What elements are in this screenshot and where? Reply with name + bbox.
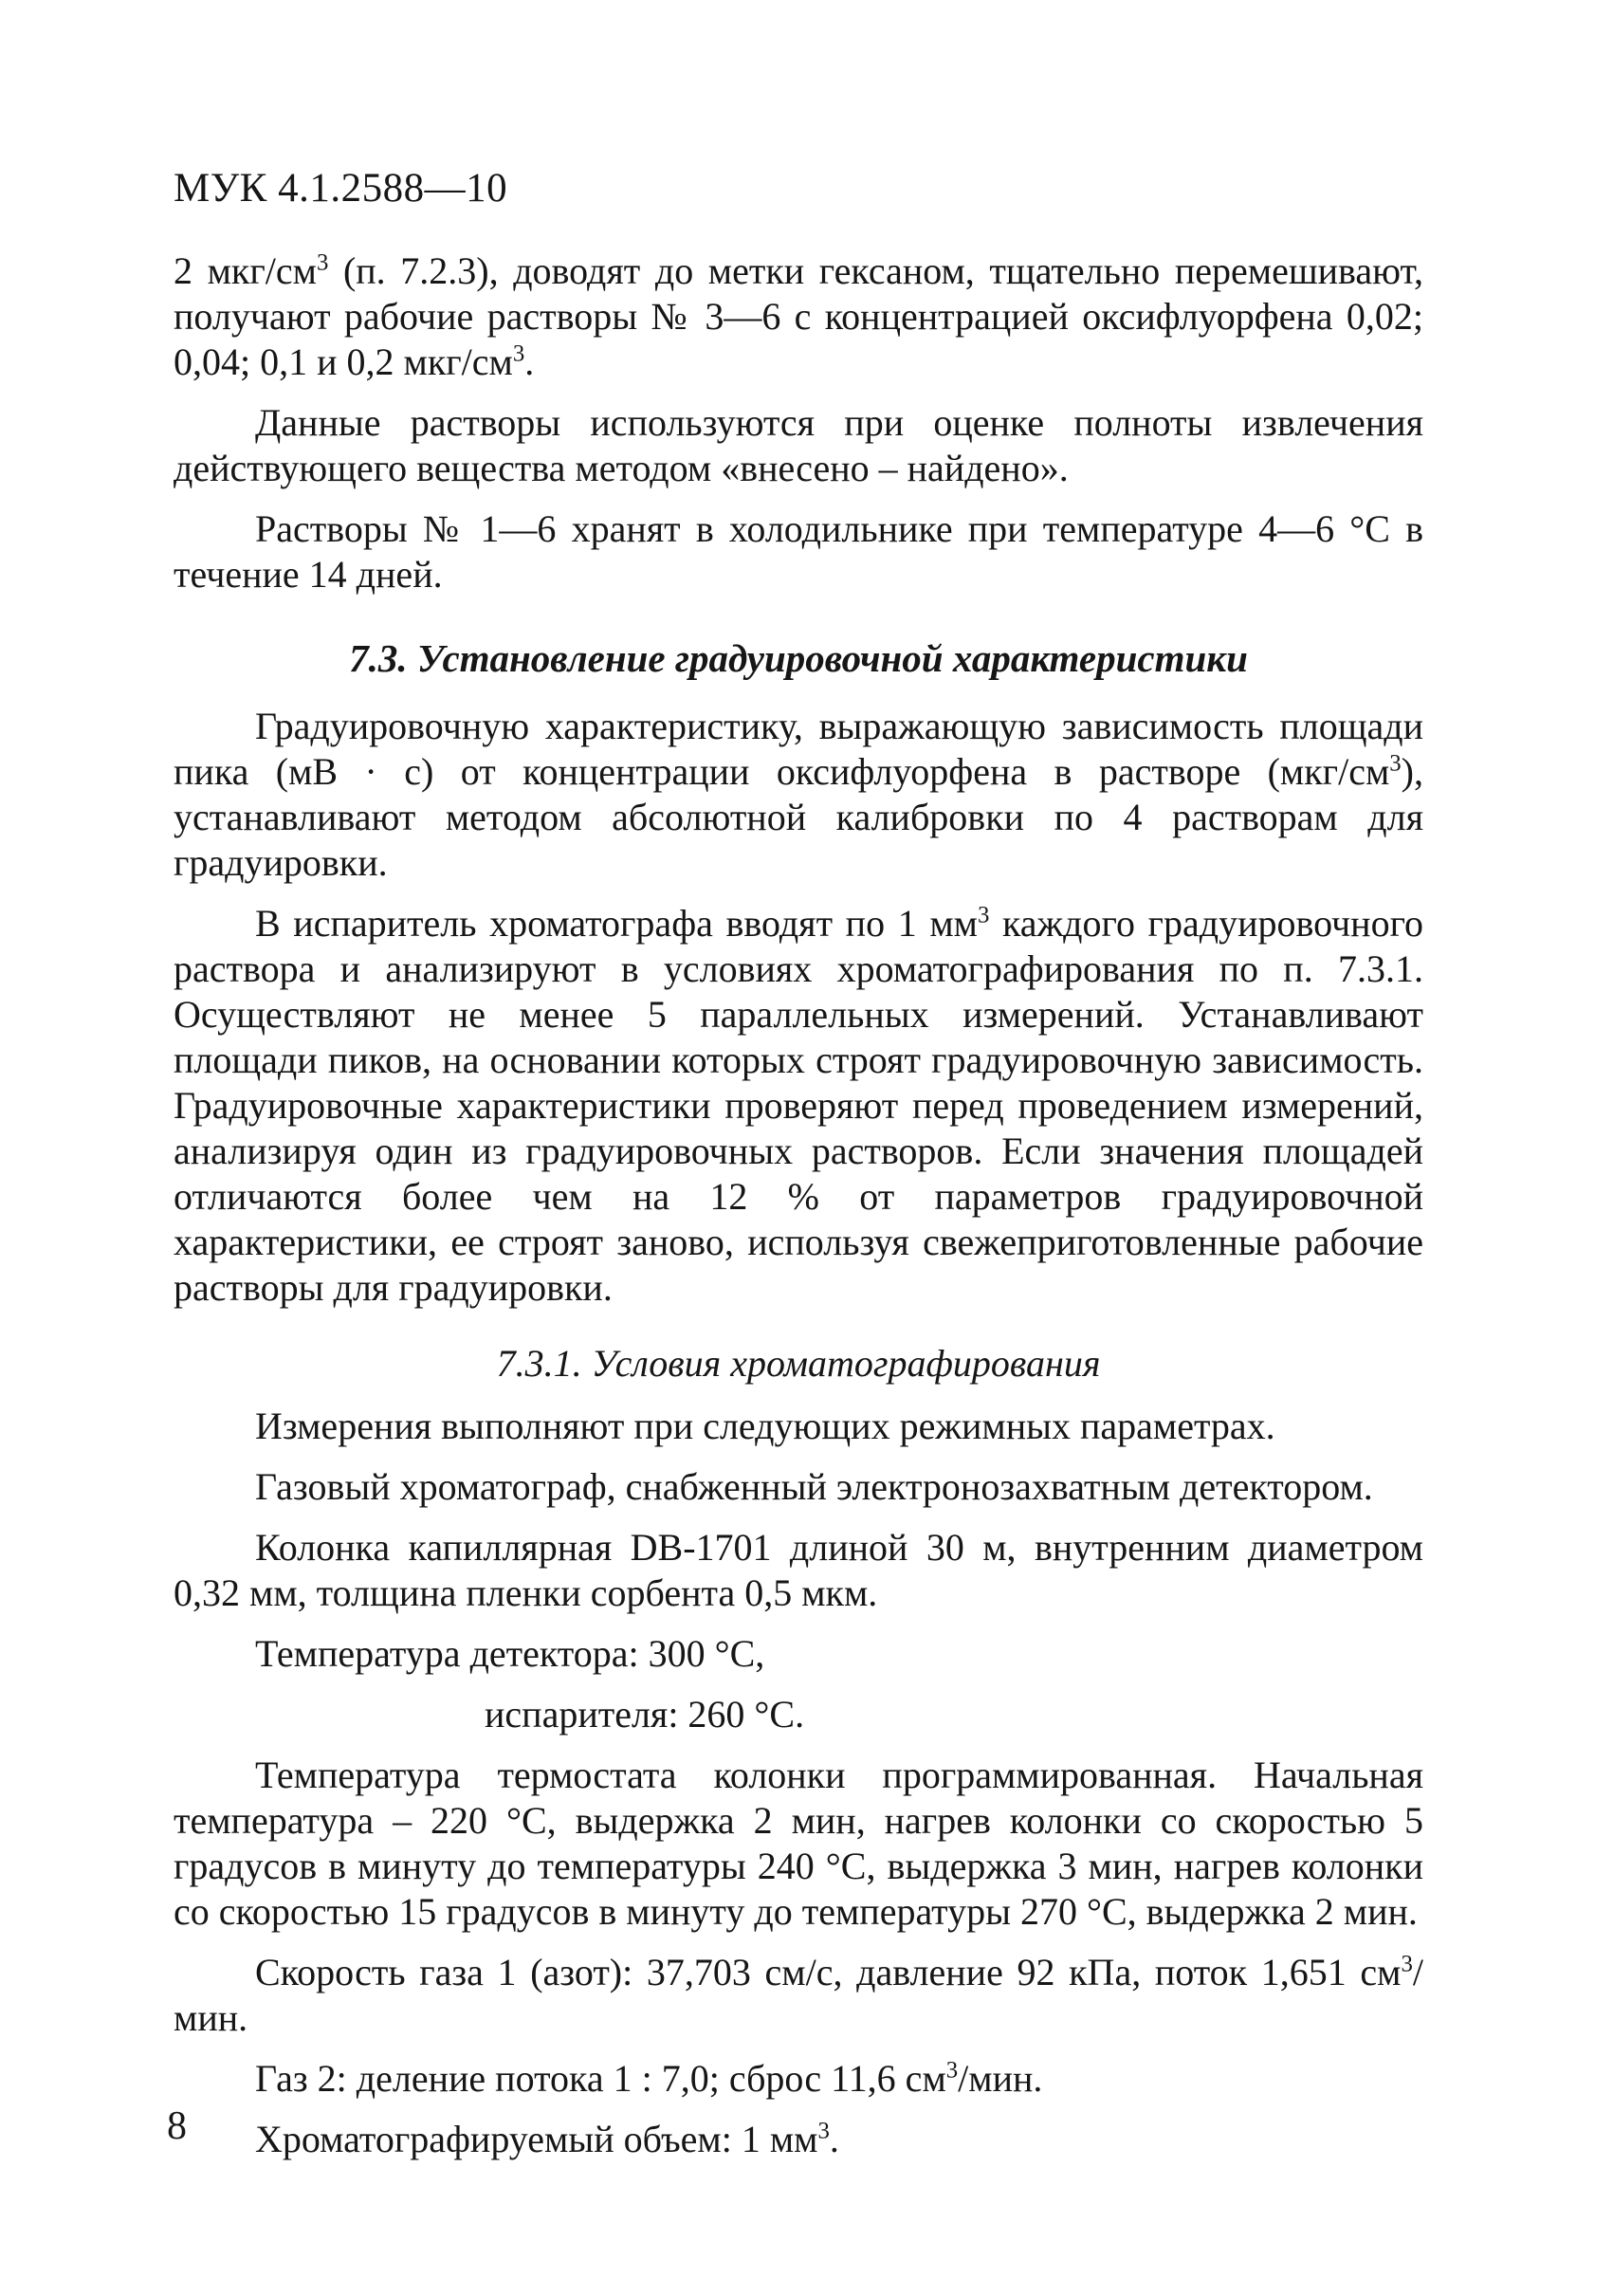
paragraph-calibration-characteristic: Градуировочную характеристику, выражающую зависимость площади пика (мВ · с) от концентрации оксифлуорфена в растворе $(мкг/см^3)$, устанавливают методом абсолютной калибровки по 4 растворам для градуировки. <box>174 705 1423 884</box>
superscript: 3 <box>817 2118 830 2144</box>
paragraph-solutions-storage: Растворы № 1—6 хранят в холодильнике при температуре 4—6 °С в течение 14 дней. <box>174 507 1423 596</box>
superscript: 3 <box>1401 1951 1413 1977</box>
paragraph-calibration-procedure: В испаритель хроматографа вводят по 1 $мм^3$ каждого градуировочного раствора и анализируют в условиях хроматографирования по п. 7.3.1. Осуществляют не менее 5 параллельных измерений. Устанавливают площади пиков, на основании которых строят градуировочную зависимость. Градуировочные характеристики проверяют перед проведением измерений, анализируя один из градуировочных растворов. Если значения площадей отличаются более чем на 12 % от параметров градуировочной характеристики, ее строят заново, используя свежеприготовленные рабочие растворы для градуировки. <box>174 902 1423 1309</box>
paragraph-evaporator-temperature: испарителя: 260 °С. <box>485 1693 805 1736</box>
paragraph-injection-volume: Хроматографируемый объем: 1 $мм^3$. <box>255 2118 839 2160</box>
document-code-header: МУК 4.1.2588—10 <box>174 166 508 211</box>
paragraph-column: Колонка капиллярная DB-1701 длиной 30 м, внутренним диаметром 0,32 мм, толщина пленки сорбента 0,5 мкм. <box>174 1526 1423 1614</box>
paragraph-chromatograph: Газовый хроматограф, снабженный электронозахватным детектором. <box>255 1465 1373 1508</box>
paragraph-detector-temperature: Температура детектора: 300 °С, <box>255 1632 765 1675</box>
paragraph-gas-2: Газ 2: деление потока 1 : 7,0; сброс 11,6 $см^3$/мин. <box>255 2057 1043 2100</box>
superscript: 3 <box>1389 750 1402 777</box>
superscript: 3 <box>316 249 329 276</box>
page-body <box>174 248 1423 2162</box>
paragraph-solutions-prep: 2 мкг/$см^3$ (п. 7.2.3), доводят до метки гексаном, тщательно перемешивают, получают рабочие растворы № 3—6 с концентрацией оксифлуорфена 0,02; 0,04; 0,1 и 0,2 мкг/$см^3$. <box>174 249 1423 383</box>
superscript: 3 <box>512 340 525 367</box>
subsection-heading-7-3-1: 7.3.1. Условия хроматографирования <box>496 1342 1101 1385</box>
paragraph-gas-1: Скорость газа 1 (азот): 37,703 см/с, давление 92 кПа, поток 1,651 $см^3$/мин. <box>174 1951 1423 2039</box>
paragraph-measurement-params: Измерения выполняют при следующих режимных параметрах. <box>255 1405 1275 1447</box>
paragraph-solutions-usage: Данные растворы используются при оценке полноты извлечения действующего вещества методом «внесено – найдено». <box>174 401 1423 489</box>
page-number: 8 <box>167 2104 187 2148</box>
superscript: 3 <box>945 2057 959 2084</box>
superscript: 3 <box>977 902 990 928</box>
paragraph-thermostat-program: Температура термостата колонки программированная. Начальная температура – 220 °С, выдержка 2 мин, нагрев колонки со скоростью 5 градусов в минуту до температуры 240 °С, выдержка 3 мин, нагрев колонки со скоростью 15 градусов в минуту до температуры 270 °С, выдержка 2 мин. <box>174 1754 1423 1933</box>
section-heading-7-3: 7.3. Установление градуировочной характеристики <box>349 636 1248 680</box>
